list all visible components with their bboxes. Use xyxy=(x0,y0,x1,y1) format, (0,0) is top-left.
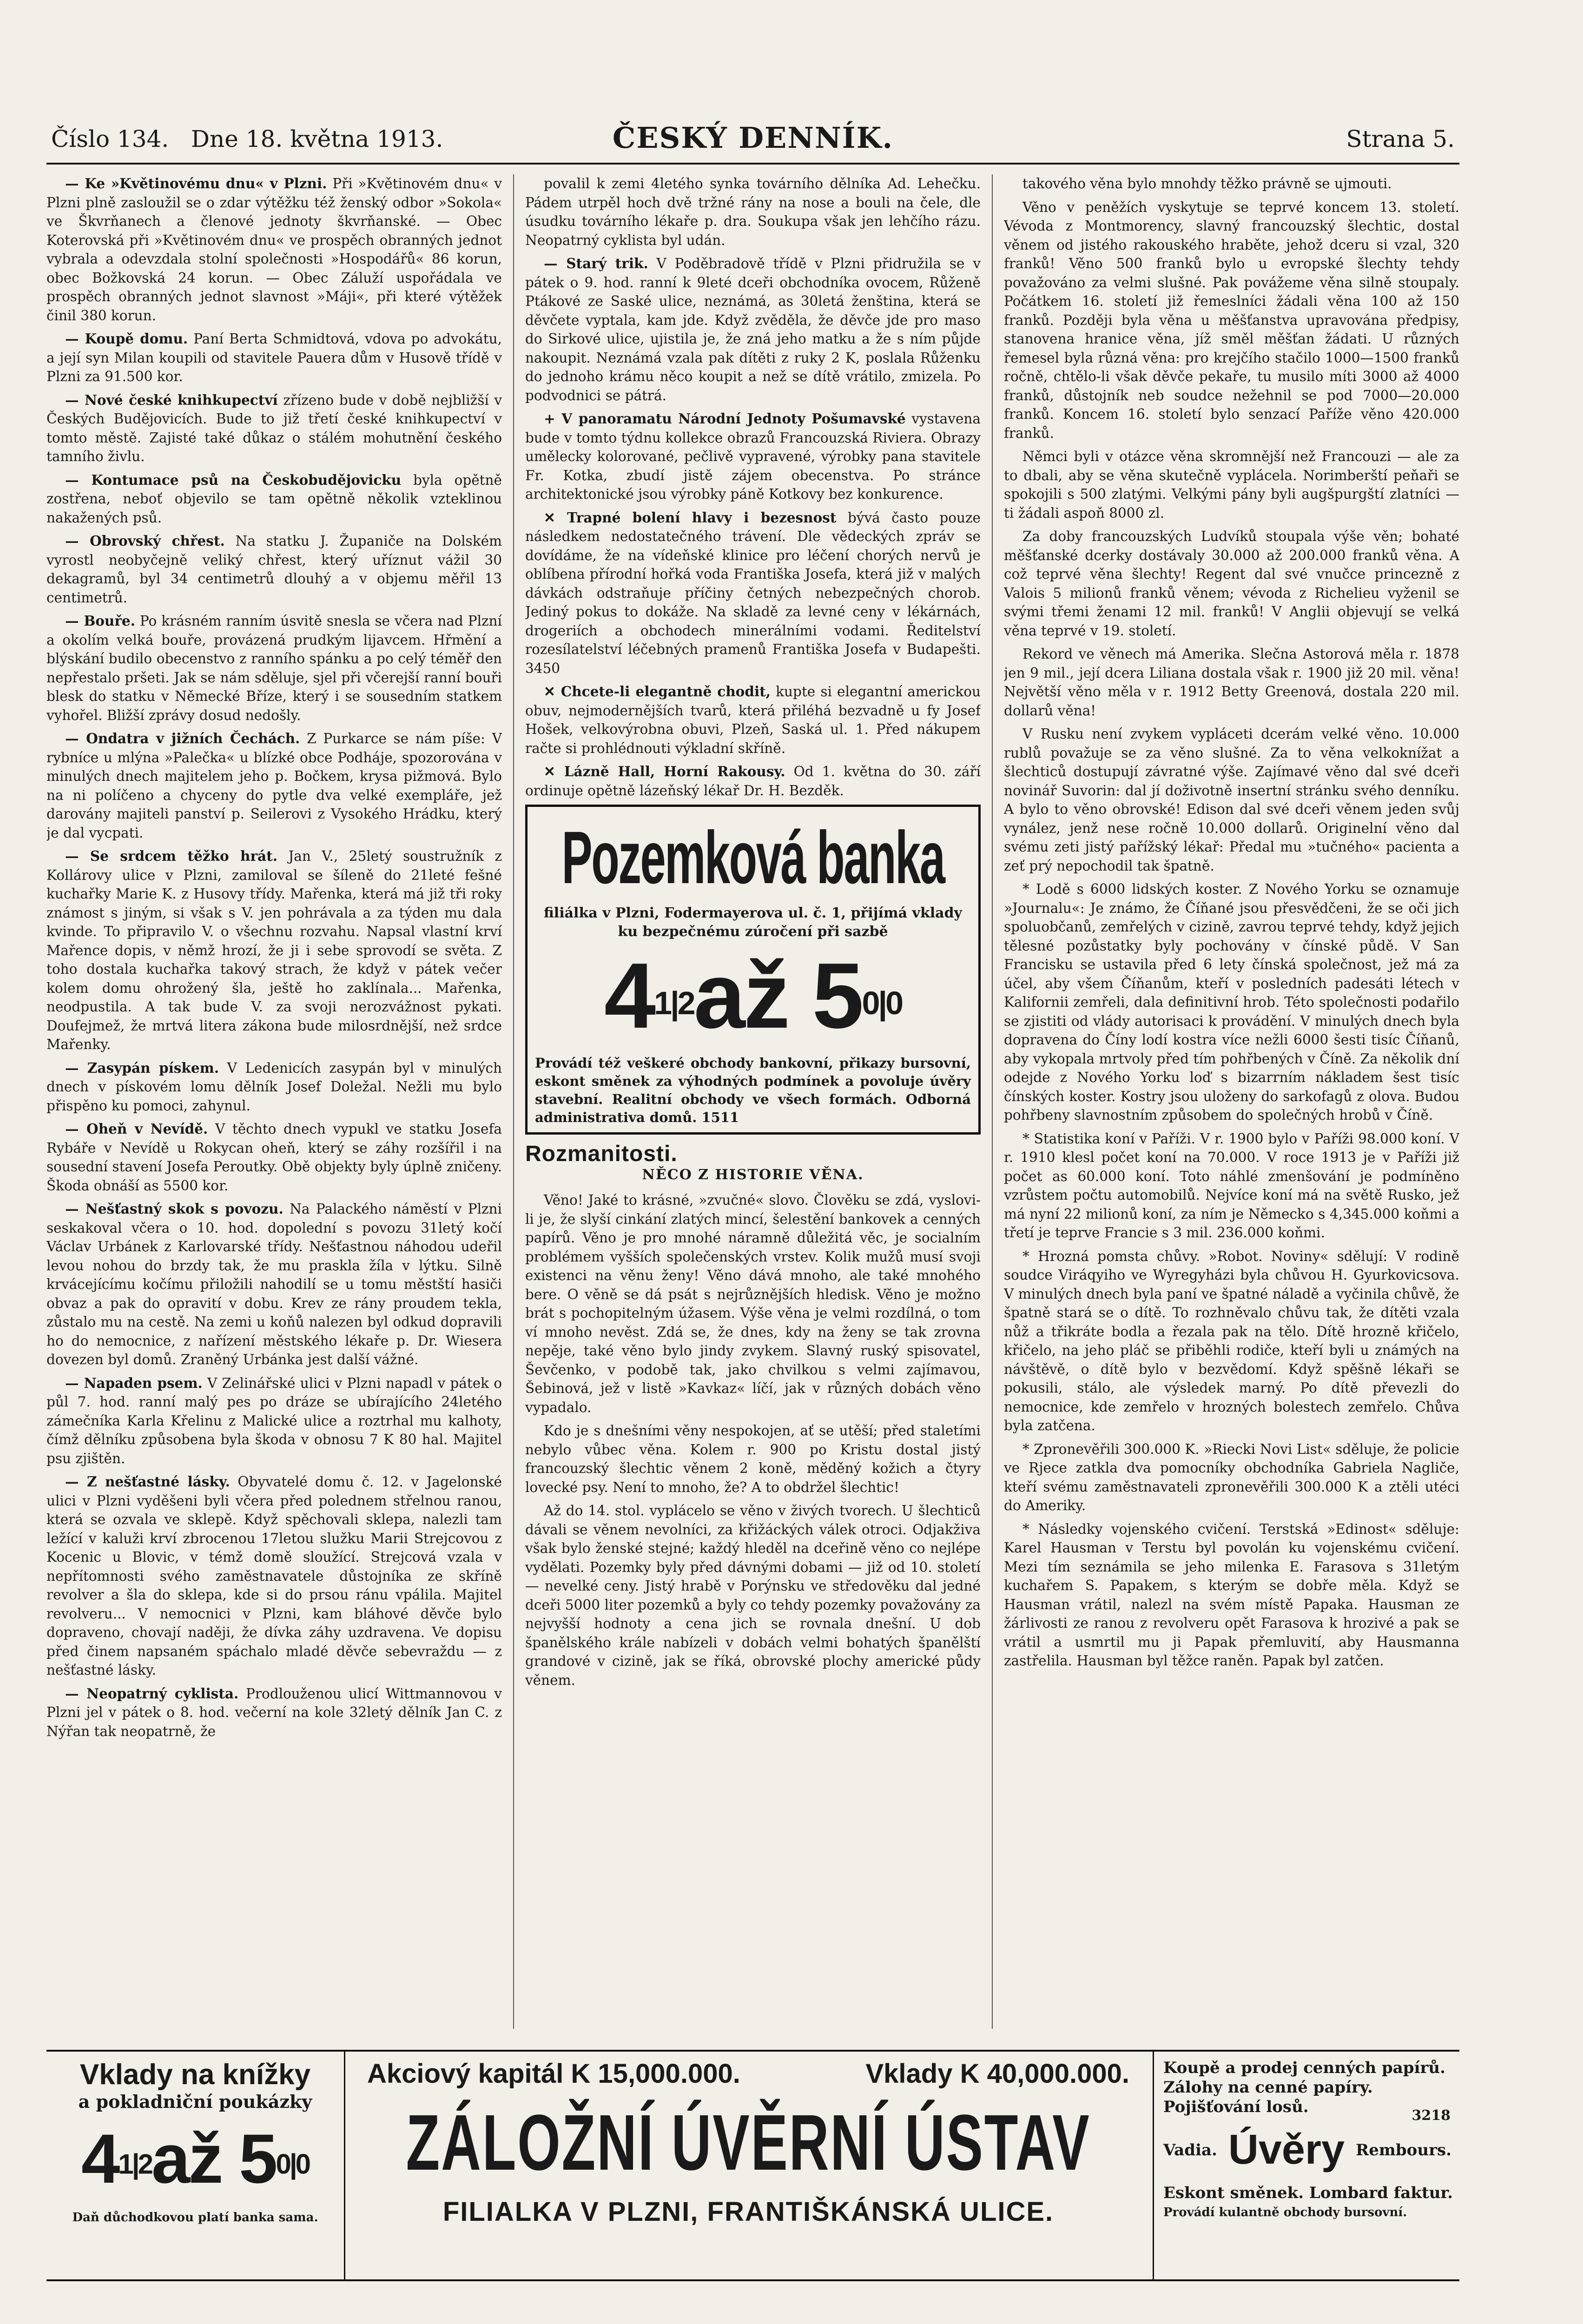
paragraph-text: Obyvatelé domu č. 12. v Jagelonské ulici v Plzni vyděšeni byli včera před polednem střelnou ranou, která se ozvala ve sklepě. Když spěchovali sklepa, nalezli tam ležící v kaluži krví zbrocenou 17letou služku Marii Strejcovou z Kocenic u Blovic, v témž domě sloužící. Strejcová vzala v nepřítomnosti svého zaměstnavatele důstojníka ze skříně revolver a šla do sklepa, kde si do prsou ránu vpálila. Majitel revolveru... V nemocnici v Plzni, kam bláhové děvče bylo dopraveno, chovají naději, že dívka záhy uzdravena. Ve dopisu před činem napsaném spáchalo mladé děvče sebevraždu — z nešťastné lásky. xyxy=(46,1474,502,1678)
paragraph: Věno! Jaké to krásné, »zvučné« slovo. Člověku se zdá, vyslovi-li je, že slyší cinkání zlatých mincí, šelestění bankovek a cenných papírů. Věno je pro mnohé náramně důležitá věc, je socialním problémem vyšších společenských vrstev. Kolik mužů musí svoji existenci na věnu ženy! Věno dává mnoho, ale také mnohého bere. O věně se dá psát s nejrůznějších hledisk. Věno je možno brát s pochopitelným úžasem. Výše věna je velmi rozdílná, o tom ví mnoho nevěst. Zdá se, že dnes, kdy na ženy se tak zrovna nepěje, také věno bylo jindy zvykem. Slavný ruský spisovatel, Ševčenko, v podobě tak, jako chvilkou s velmi zajímavou, Šebinová, jež v listě »Kavkaz« líčí, jak v různých dobách věno vypadalo. xyxy=(525,1192,981,1415)
paragraph-lead: — Napaden psem. xyxy=(65,1374,203,1391)
paragraph-text: Prodlouženou ulicí Wittmannovou v Plzni jel v pátek o 8. hod. večerní na kole 32letý dělník Jan C. z Nýřan tak neopatrně, že xyxy=(46,1685,502,1739)
paragraph xyxy=(46,1374,502,1468)
paragraph-lead: — Nové české knihkupectví xyxy=(65,391,278,408)
paragraph-lead: — Obrovský chřest. xyxy=(65,533,225,549)
paragraph xyxy=(46,1200,502,1369)
page-number: Strana 5. xyxy=(1346,125,1455,152)
issue-number: Číslo 134. xyxy=(51,125,169,152)
paragraph-text: vystavena bude v tomto týdnu kollekce obrazů Francouzská Riviera. Obrazy umělecky kolorované, pečlivě vypravené, výrobky pana stavitele Fr. Kotka, zbudí jistě zájem obecenstva. Po stránce architektonické jsou výrobky páně Kotkovy bez konkurence. xyxy=(525,411,981,502)
paragraph xyxy=(46,1684,502,1741)
article-body xyxy=(525,1191,981,1690)
paragraph-lead: — Starý trik. xyxy=(544,255,648,271)
paragraph xyxy=(46,1472,502,1680)
paragraph xyxy=(525,409,981,504)
paragraph: * Lodě s 6000 lidských koster. Z Nového Yorku se oznamuje »Journalu«: Je známo, že Číňané jsou přesvědčeni, že se oči jich spoluobčanů, zemřelých v cizině, zavrou teprvé tehdy, když jejich tělesné pozůstatky byly pochovány v čínské půdě. V San Francisku se ustavila před 6 lety čínská společnost, jež má za účel, aby všem Číňanům, kteří v posledních padesáti létech v Kalifornii zemřeli, dala definitivní hrob. Této společnosti podařilo se zjistiti od vlády autorisaci k provádění. V minulých dnech byla dopravena do Číny lodí kostra více nežli 6000 šesti tisíc Číňanů, aby vykopala mrtvoly před tím pohřbených v Číně. Za několik dní odejde z Nového Yorku loď s bizarrním nákladem šest tisíc čínských koster. Kostry jsou uloženy do sarkofagů z olova. Budou pohřbeny slavnostním způsobem do společných hrobů v Číně. xyxy=(1004,881,1459,1123)
paragraph: Kdo je s dnešními věny nespokojen, ať se utěší; před staletími nebylo vůbec věna. Kolem r. 900 po Kristu dostal jistý francouzský šlechtic věnem 2 koně, měděný kožich a čtyry lovecké psy. Není to mnoho, že? A to obdržel šlechtic! xyxy=(525,1423,981,1495)
paragraph-lead: — Bouře. xyxy=(65,613,135,629)
paragraph xyxy=(46,174,502,325)
paragraph: V Rusku není zvykem vypláceti dcerám velké věno. 10.000 rublů považuje se za věno slušné. Za to věna velkoknížat a šlechticů dostupují závratné výše. Zajímavé věno dal své dceři novinář Suvorin: dal jí doživotně insertní stránku svého denníku. A bylo to věno obrovské! Edison dal své dceři věnem jeden svůj vynález, jenž nese ročně 10.000 dollarů. Originelní věno dal svému zeti jistý pařížský lékař: Předal mu »tučného« pacienta a zeť prý nepochodil tak špatně. xyxy=(1004,726,1459,874)
paragraph xyxy=(525,508,981,678)
paragraph-text: povalil k zemi 4letého synka továrního dělníka Ad. Lehečku. Pádem utrpěl hoch dvě tržné rány na nose a bouli na čele, dle úsudku továrního lékaře p. dra. Soukupa však jen lehčího rázu. Neopatrný cyklista byl udán. xyxy=(525,176,981,248)
paragraph-lead: — Ondatra v jižních Čechách. xyxy=(65,730,300,746)
bank-services: Provádí též veškeré obchody bankovní, přikazy bursovní, eskont směnek za výhodných podmínek a povoluje úvěry stavební. Realitní obchody ve všech formách. Odborná administrativa domů. 1511 xyxy=(535,1055,971,1126)
paragraph xyxy=(46,330,502,386)
paragraph: Za doby francouzských Ludvíků stoupala výše věn; bohaté měšťanské dcerky dostávaly 30.000 až 200.000 franků věna. A což teprvé věna šlechty! Regent dal své vnučce princezně z Valois 5 milionů franků věnem; vévoda z Richelieu vyženil se svými třemi ženami 12 mil. franků! V Anglii objevují se velká věna teprvé v 19. století. xyxy=(1004,528,1459,639)
paragraph-text: bývá často pouze následkem nedostatečného trávení. Dle vědeckých zpráv se dovídáme, že na vídeňské klinice pro léčení chorých nervů je oblíbena přírodní hořká voda Františka Josefa, která již v malých dávkách odstraňuje příčiny četných nebezpečných chorob. Jediný pokus to dokáže. Na skladě za levné ceny v lékárnách, drogeriích a obchodech minerálními vodami. Ředitelství rozesílatelství léčebných pramenů Františka Josefa v Budapešti. 3450 xyxy=(525,509,981,676)
bank-name: Pozemková banka xyxy=(561,816,944,899)
credit-line: Vadia. Úvěry Rembours. xyxy=(1163,2126,1451,2173)
paragraph-text: Na Palackého náměstí v Plzni seskakoval včera o 10. hod. dopolední s povozu 31letý kočí Václav Urbánek z Karlovarské třídy. Nešťastnou náhodou udeřil levou nohou do brzdy tak, že mu praskla žíla v lýtku. Silně krvácejícímu kočímu přiložili nahodilí se u tomu městští hasiči obvaz a pak do opravití v dobu. Krev ze rány proudem tekla, zůstalo mu na cestě. Na zemi u koňů nalezen byl odkud dopravili ho do nemocnice, z nařízení městského lékaře p. Dr. Wiesera dovezen byl domů. Zraněný Urbánka jest další vážné. xyxy=(46,1201,502,1367)
bank-advertisement xyxy=(525,805,981,1135)
securities-services: Koupě a prodej cenných papírů. Zálohy na cenné papíry. Pojišťování losů. xyxy=(1163,2059,1445,2116)
interest-rate: 41|2až 50|0 xyxy=(604,944,902,1048)
column-2 xyxy=(525,174,981,2029)
section-heading: Rozmanitosti. xyxy=(525,1142,678,1167)
deposit-ad xyxy=(46,2052,345,2279)
paragraph-lead: — Oheň v Nevídě. xyxy=(65,1121,208,1137)
paragraph: * Následky vojenského cvičení. Terstská »Edinost« sděluje: Karel Hausman v Terstu byl povolán ku vojenskému cvičení. Mezi tím seznámila se jeho milenka E. Farasova s 31letým kuchařem S. Papakem, s kterým se dobře měla. Když se Hausman vrátil, nalezl na svém místě Papaka. Hausman ze žárlivosti ze ranou z revolveru opět Farasova k hrozivé a pak se vrátil a usmrtil mu ji Papak přemluvití, aby Hausmanna zastřelila. Hausman byl těžce raněn. Papak byl zatčen. xyxy=(1004,1521,1459,1669)
paragraph-text: V Zelinářské ulici v Plzni napadl v pátek o půl 7. hod. ranní malý pes po dráze se ubírajícího 24letého zámečníka Karla Křelinu z Malické ulice a roztrhal mu kalhoty, čímž dělníku způsobena byla škoda v obnosu 7 K 80 hal. Majitel psu zjištěn. xyxy=(46,1375,502,1466)
paragraph: Rekord ve věnech má Amerika. Slečna Astorová měla r. 1878 jen 9 mil., její dcera Liliana dostala však r. 1900 již 20 mil. věna! Největší věno měla v r. 1912 Betty Greenová, dostala 220 mil. dollarů věna! xyxy=(1004,646,1459,719)
paragraph-text: Jan V., 25letý soustružník z Kollárovy ulice v Plzni, zamiloval se šíleně do 21leté fešné kuchařky Marie K. z Husovy třídy. Mařenka, která má již tři roky známost s jiným, si však s V. jen pohrávala a za týden mu dala kvinde. To připravilo V. o všechnu rozvahu. Napsal vlastní krví Mařence dopis, v němž hrozí, že ji i sebe sprovodí se světa. Z toho dostala kuchařka takový strach, že když v pátek večer kolem domu ohrožený šla, ještě ho zaklínala... Mařenka, neodpustila. A tak bude V. za svoji nerozvážnost pykati. Doufejmež, že mrtvá litera zákona bude milosrdnější, než srdce Mařenky. xyxy=(46,848,502,1052)
column-3 xyxy=(1004,174,1459,2029)
deposits-total: Vklady K 40,000.000. xyxy=(865,2059,1129,2089)
paragraph: Němci byli v otázce věna skromnější než Francouzi — ale za to dbali, aby se věna skutečně vyplácela. Norimberští peňaři se spokojili s 500 zlatými. Velkými pány byli augšpurgští zlatníci — ti žádali aspoň 8000 zl. xyxy=(1004,449,1459,521)
page-header xyxy=(46,112,1459,165)
paragraph xyxy=(525,682,981,758)
ad-reference: 3218 xyxy=(1412,2107,1451,2124)
paragraph xyxy=(46,1120,502,1195)
paragraph xyxy=(525,174,981,250)
paragraph-lead: — Nešťastný skok s povozu. xyxy=(65,1201,284,1217)
institute-ad xyxy=(353,2052,1143,2279)
newspaper-page xyxy=(46,112,1459,2287)
column-1 xyxy=(46,174,502,2029)
column-rule xyxy=(513,174,514,2029)
paragraph-lead: — Kontumace psů na Českobudějovicku xyxy=(65,471,402,488)
paragraph xyxy=(46,471,502,528)
paragraph: Až do 14. stol. vyplácelo se věno v živých tvorech. U šlechticů dávali se věnem nevolníci, za křižáckých válek otroci. Odjakživa však bylo ženské stejné; každý hleděl na dceřině věno co nejlépe vydělati. Pozemky byly před dávnými dobami — již od 10. století — nevelké ceny. Jistý hrabě v Porýnsku ve středověku dal jedné dceři 5000 liter pozemků a byly co tehdy pozemky považovány za nejvyšší hodnoty a cena jich se rovnala dnešní. U dob španělského krále nabízeli v dobách velmi bohatých španělští grandové v cizině, jak se říká, obrovské plochy americké půdy věnem. xyxy=(525,1503,981,1688)
paragraph xyxy=(46,1059,502,1116)
paragraph-text: Paní Berta Schmidtová, vdova po advokátu, a její syn Milan koupili od stavitele Pauera dům v Husově třídě v Plzni za 91.500 kor. xyxy=(46,331,502,384)
paragraph-lead: ✕ Chcete-li elegantně chodit, xyxy=(544,683,771,700)
paragraph-text: Na statku J. Županiče na Dolském vyrostl neobyčejně veliký chřest, který uříznut vážil 30 dekagramů, byl 34 centimetrů dlouhý a v objemu měřil 13 centimetrů. xyxy=(46,533,502,606)
paragraph-text: Od 1. května do 30. září ordinuje opětně lázeňský lékař Dr. H. Bezděk. xyxy=(525,764,981,799)
paragraph: takového věna bylo mnohdy těžko právně se ujmouti. xyxy=(1022,176,1392,191)
deposit-tax-note: Daň důchodkovou platí banka sama. xyxy=(72,2211,318,2225)
paragraph-text: V Poděbradově třídě v Plzni přidružila se v pátek o 9. hod. ranní k 9leté dceři obchodníka ovocem, Růženě Ptákové ze Saské ulice, neznámá, as 30letá ženština, která se děvčete vyptala, kam jde. Když zvěděla, že děvče jde pro maso do Sirkové ulice, ujistila je, že zná jeho matku a že s ním půjde nakoupit. Neznámá vzala pak dítěti z ruky 2 K, poslala Růženku do jednoho krámu něco koupit a než se dítě vrátilo, zmizela. Po podvodnici se pátrá. xyxy=(525,256,981,403)
paragraph-lead: — Neopatrný cyklista. xyxy=(65,1685,239,1702)
paragraph-text: Při »Květinovém dnu« v Plzni plně zasloužil se o zdar výtěžku též ženský odbor »Sokola« ve Škvrňanech a členové jednoty škvrňanské. — Obec Koterovská při »Květinovém dnu« ve prospěch obranných jednot vybrala a odevzdala stolní společnosti »Hospodářů« 86 korun, obec Božkovská 24 korun. — Obec Záluží uspořádala ve prospěch obranných jednot slavnost »Máji«, při které výtěžek činil 380 korun. xyxy=(46,176,502,324)
paragraph-text: kupte si elegantní americkou obuv, nejmodernějších tvarů, která přiléhá bezvadně u fy Josef Hošek, velkovýrobna obuvi, Plzeň, Saská ul. 1. Před nákupem račte si prohlédnouti výkladní skříně. xyxy=(525,684,981,756)
services-ad xyxy=(1153,2052,1461,2279)
paragraph-lead: — Ke »Květinovému dnu« v Plzni. xyxy=(65,175,327,191)
paragraph: * Zpronevěřili 300.000 K. »Riecki Novi List« sděluje, že policie ve Rjece zatkla dva pomocníky obchodníka Gabriela Nagliče, kteří svému zaměstnavateli zpronevěřili 300.000 K a ztěli utéci do Ameriky. xyxy=(1004,1441,1459,1513)
institute-name: ZÁLOŽNÍ ÚVĚRNÍ ÚSTAV xyxy=(406,2099,1091,2187)
paragraph: * Statistika koní v Paříži. V r. 1900 bylo v Paříži 98.000 koní. V r. 1910 klesl počet koní na 70.000. V roce 1913 je v Paříži již počet as 60.000 koní. Toto náhlé zmenšování je podmíněno vzrůstem počtu automobilů. Nejvíce koní má na světě Rusko, jež má nyní 22 milionů koní, za ním je Německo s 4,345.000 koňmi a třetí je teprve Francie s 3 mil. 236.000 koňmi. xyxy=(1004,1130,1459,1241)
discount-services: Eskont směnek. Lombard faktur. Provádí kulantně obchody bursovní. xyxy=(1163,2184,1453,2219)
paragraph-text: byla opětně zostřena, neboť objevilo se tam opětně několik vzteklinou nakažených psů. xyxy=(46,472,502,526)
deposit-headline: Vklady na knížky xyxy=(79,2059,311,2091)
paragraph xyxy=(525,254,981,405)
paragraph-text: Z Purkarce se nám píše: V rybníce u mlýna »Palečka« u blízké obce Podháje, spozorována v minulých dnech majitelem jeho p. Bočkem, krysa pižmová. Bylo na ni políčeno a chyceny do pytle dva velké exempláře, jež darovány majiteli panství p. Seilerovi z Vysokého Hrádku, který je dal vycpati. xyxy=(46,731,502,841)
newspaper-title: ČESKÝ DENNÍK. xyxy=(612,121,894,155)
paragraph: * Hrozná pomsta chůvy. »Robot. Noviny« sdělují: V rodině soudce Viráqyiho ve Wyregyházi byla chůvou H. Gyurkovicsova. V minulých dnech byla paní ve špatné náladě a vyčinila chůvě, že špatně stará se o dítě. To rozhněvalo chůvu tak, že dítěti vzala nůž a třikráte bodla a řezala pak na tělo. Dítě hrozně křičelo, křičelo, na jeho pláč se přiběhli rodiče, kteří byli u známých na návštěvě, o dítě bylo v bezvědomí. Když spěšně lékaři se pokusili, stálo, ale výsledek marný. Po dítě převezli do nemocnice, kde zemřelo v hrozných bolestech zemřelo. Chůva byla zatčena. xyxy=(1004,1248,1459,1433)
news-items xyxy=(525,174,981,800)
share-capital: Akciový kapitál K 15,000.000. xyxy=(367,2059,740,2089)
column-rule xyxy=(992,174,993,2029)
paragraph xyxy=(525,762,981,800)
publication-date: Dne 18. května 1913. xyxy=(191,125,443,152)
paragraph-text: V těchto dnech vypukl ve statku Josefa Rybáře v Nevídě u Rokycan oheň, který se záhy rozšířil i na sousední stavení Josefa Peroutky. Obě objekty byly úplně zničeny. Škoda obnáší as 5500 kor. xyxy=(46,1121,502,1194)
paragraph-lead: — Z nešťastné lásky. xyxy=(65,1473,230,1490)
paragraph-text: V Ledenicích zasypán byl v minulých dnech v pískovém lomu dělník Josef Doležal. Nežli mu bylo přispěno ku pomoci, zahynul. xyxy=(46,1060,502,1114)
paragraph xyxy=(46,612,502,725)
paragraph-lead: ✕ Trapné bolení hlavy i bezesnost xyxy=(544,509,837,526)
paragraph-lead: — Koupě domu. xyxy=(65,330,188,347)
paragraph xyxy=(46,729,502,842)
paragraph: Věno v peněžích vyskytuje se teprvé koncem 13. století. Vévoda z Montmorency, slavný francouzský šlechtic, dostal věnem od jistého rakouského hraběte, jehož dceru si vzal, 320 franků! Věno 500 franků bylo u evropské šlechty tehdy považováno za velmi slušné. Pak povážeme věna silně stoupaly. Počátkem 16. století již řemeslníci žádali věna 100 až 150 franků. Později byla věna u měšťanstva upravována předpisy, stanovena hranice věna, jíž směl měšťan žádati. U různých řemesel byla různá věna: pro krejčího stačilo 1000—1500 franků ročně, chtělo-li však děvče pekaře, tu musilo míti 3000 až 4000 franků, důstojník neb soudce nežehnil se pod 7000—20.000 franků. Koncem 16. století bylo senzací Paříže věno 420.000 franků. xyxy=(1004,199,1459,441)
deposit-rate: 41|2až 50|0 xyxy=(81,2119,310,2198)
paragraph-lead: — Se srdcem těžko hrát. xyxy=(65,848,277,864)
bank-branch: filiálka v Plzni, Fodermayerova ul. č. 1, přijímá vklady ku bezpečnému zúročení při sazbě xyxy=(544,905,962,940)
paragraph xyxy=(46,847,502,1054)
paragraph-lead: + V panoramatu Národní Jednoty Pošumavské xyxy=(544,410,906,427)
deposit-subline: a pokladniční poukázky xyxy=(78,2091,312,2112)
article-title: NĚCO Z HISTORIE VĚNA. xyxy=(642,1166,864,1183)
paragraph-text: Po krásném ranním úsvitě snesla se včera nad Plzní a okolím velká bouře, provázená prudkým lijavcem. Hřmění a blýskání budilo obecenstvo z ranního spánku a po celý téměř den nepřestalo pršeti. Jak se nám sděluje, sjel při včerejší ranní bouři blesk do statku v Německé Bříze, který i se sousedním statkem vyhořel. Bližší zprávy dosud nedošly. xyxy=(46,613,502,723)
paragraph xyxy=(46,391,502,466)
paragraph xyxy=(46,532,502,607)
paragraph-lead: — Zasypán pískem. xyxy=(65,1059,219,1076)
paragraph-lead: ✕ Lázně Hall, Horní Rakousy. xyxy=(544,763,785,779)
paragraph-text: zřízeno bude v době nejbližší v Českých Budějovicích. Bude to již třetí české knihkupectví v tomto městě. Zajisté také důkaz o stálém mohutnění českého tamního živlu. xyxy=(46,392,502,464)
institute-branch: FILIALKA V PLZNI, FRANTIŠKÁNSKÁ ULICE. xyxy=(442,2197,1054,2227)
bottom-advertisement xyxy=(46,2050,1459,2281)
capital-line xyxy=(367,2058,1129,2089)
